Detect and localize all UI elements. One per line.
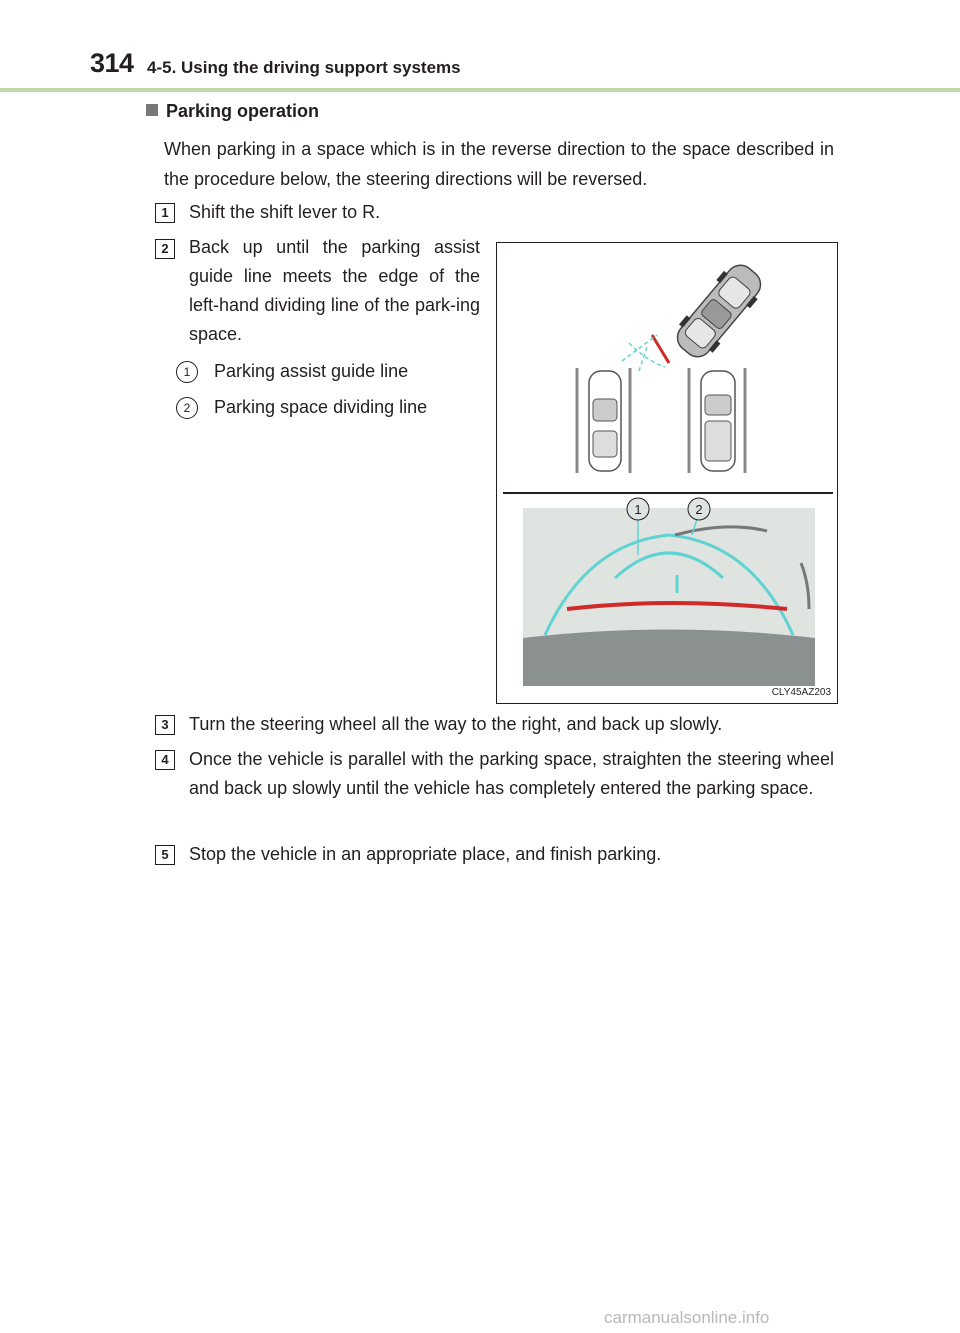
section-header: 4-5. Using the driving support systems [147, 58, 461, 77]
heading-text: Parking operation [166, 101, 320, 121]
callout-1-number: 1 [176, 361, 198, 383]
top-guide-line-red [652, 335, 669, 363]
figure-callout-1: 1 [634, 502, 642, 517]
section-heading [146, 101, 319, 122]
callout-2-number: 2 [176, 397, 198, 419]
figure-code: CLY45AZ203 [771, 687, 831, 698]
page-number: 314 [90, 48, 134, 78]
step-4-text: Once the vehicle is parallel with the parking space, straighten the steering wheel and back up slowly until the vehicle has completely entered the parking space. [189, 749, 834, 798]
reversing-car [669, 257, 770, 365]
step-3-number: 3 [155, 715, 175, 735]
camera-ground [523, 630, 815, 687]
step-3-text: Turn the steering wheel all the way to the right, and back up slowly. [189, 714, 723, 734]
step-1-text: Shift the shift lever to R. [189, 202, 381, 222]
step-5-text: Stop the vehicle in an appropriate place, and finish parking. [189, 844, 662, 864]
step-2-number: 2 [155, 239, 175, 259]
figure-callout-2: 2 [695, 502, 703, 517]
parked-car-left [589, 371, 621, 471]
callout-1-label: Parking assist guide line [214, 361, 409, 381]
step-2-text: Back up until the parking assist guide line meets the edge of the left-hand dividing line of the park-ing space. [189, 237, 480, 344]
callout-2-label: Parking space dividing line [214, 397, 428, 417]
heading-marker-icon [146, 104, 158, 116]
intro-paragraph: When parking in a space which is in the reverse direction to the space described in the procedure below, the steering directions will be reversed. [164, 139, 834, 189]
header-rule [0, 88, 960, 92]
watermark[interactable]: carmanualsonline.info [604, 1308, 770, 1327]
step-1-number: 1 [155, 203, 175, 223]
parking-illustration [497, 243, 839, 705]
step-4-number: 4 [155, 750, 175, 770]
top-guide-line-cyan [622, 335, 665, 371]
parking-figure [496, 242, 838, 704]
step-5-number: 5 [155, 845, 175, 865]
parked-car-right [701, 371, 735, 471]
